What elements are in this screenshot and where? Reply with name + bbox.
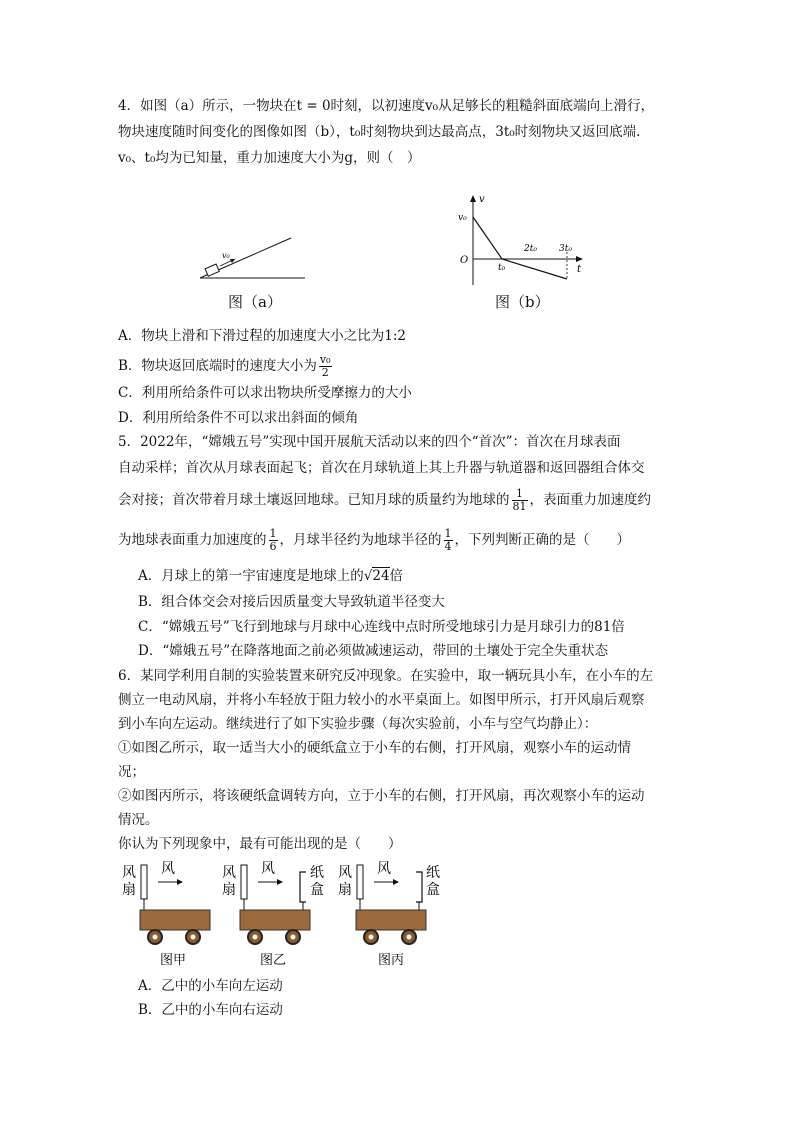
t-axis-label: t xyxy=(577,264,582,275)
q4-option-d: D．利用所给条件不可以求出斜面的倾角 xyxy=(118,410,359,426)
q4-option-b-text: B．物块返回底端时的速度大小为 xyxy=(118,358,317,374)
fan-yi xyxy=(241,865,247,899)
q6-option-b: B．乙中的小车向右运动 xyxy=(138,1002,283,1018)
wind-label-yi: 风 xyxy=(261,861,275,877)
fraction-1-81 xyxy=(512,488,528,513)
2t0-tick-label: 2t₀ xyxy=(524,244,537,254)
fraction-1-6 xyxy=(269,528,278,553)
q5-line-4 xyxy=(118,527,630,553)
sqrt-radicand: 24 xyxy=(372,568,390,584)
q5-line-3-text-a: 会对接；首次带着月球土壤返回地球。已知月球的质量约为地球的 xyxy=(118,492,510,508)
q4-line-1: 4．如图（a）所示，一物块在t = 0时刻，以初速度v₀从足够长的粗糙斜面底端向上滑行， xyxy=(118,98,655,114)
q5-line-3 xyxy=(118,487,651,513)
box-label-yi-1: 纸 xyxy=(310,865,324,881)
q4-line-3: v₀、t₀均为已知量，重力加速度大小为g，则（ ） xyxy=(118,150,421,166)
q5-option-a-suffix: 倍 xyxy=(389,568,404,584)
cart-bing xyxy=(338,861,440,968)
numerator: 1 xyxy=(444,527,452,540)
q6-cart-figures xyxy=(118,858,458,973)
q6-option-a: A．乙中的小车向左运动 xyxy=(138,978,283,994)
cart-body-jia xyxy=(140,910,210,930)
fan-label-bing-1: 风 xyxy=(338,865,352,881)
cart-yi xyxy=(222,861,324,968)
3t0-tick-label: 3t₀ xyxy=(559,244,572,254)
q5-line-1: 5．2022年，“嫦娥五号”实现中国开展航天活动以来的四个“首次”：首次在月球表面 xyxy=(118,434,621,450)
fan-label-jia-2: 扇 xyxy=(122,882,136,898)
numerator: 1 xyxy=(512,488,528,501)
q6-line-5: 况； xyxy=(118,764,145,780)
fan-jia xyxy=(141,865,147,899)
q6-line-3: 到小车向左运动。继续进行了如下实验步骤（每次实验前，小车与空气均静止）： xyxy=(118,716,598,732)
denominator: 4 xyxy=(444,540,452,553)
wind-label-jia: 风 xyxy=(161,861,175,877)
q5-option-c: C．“嫦娥五号”飞行到地球与月球中心连线中点时所受地球引力是月球引力的81倍 xyxy=(138,619,625,635)
box-label-bing-1: 纸 xyxy=(426,865,440,881)
q6-line-2: 侧立一电动风扇，并将小车轻放于阻力较小的水平桌面上。如图甲所示，打开风扇后观察 xyxy=(118,692,645,708)
denominator: 6 xyxy=(269,540,277,553)
q5-line-3-text-b: ，表面重力加速度约 xyxy=(529,492,651,508)
wind-label-bing: 风 xyxy=(377,861,391,877)
q4-option-c: C．利用所给条件可以求出物块所受摩擦力的大小 xyxy=(118,385,412,401)
denominator: 2 xyxy=(321,366,329,379)
figure-a-incline xyxy=(195,228,315,284)
q5-line-4-text-b: ，月球半径约为地球半径的 xyxy=(279,532,442,548)
q5-option-a xyxy=(138,566,403,586)
cap-jia: 图甲 xyxy=(160,953,187,968)
figure-a-caption: 图（a） xyxy=(228,293,282,311)
fan-label-yi-1: 风 xyxy=(222,865,236,881)
fig-a-v0-label: v₀ xyxy=(222,251,230,260)
fan-label-bing-2: 扇 xyxy=(338,882,352,898)
q6-line-6: ②如图丙所示，将该硬纸盒调转方向，立于小车的右侧，打开风扇，再次观察小车的运动 xyxy=(118,788,645,804)
cart-body-bing xyxy=(356,910,426,930)
v-axis-label: v xyxy=(479,194,485,205)
v0-tick-label: v₀ xyxy=(458,213,467,223)
numerator: 1 xyxy=(269,527,277,540)
denominator: 81 xyxy=(512,500,527,513)
cap-bing: 图丙 xyxy=(378,953,405,968)
q6-line-4: ①如图乙所示，取一适当大小的硬纸盒立于小车的右侧，打开风扇，观察小车的运动情 xyxy=(118,740,631,756)
q5-line-2: 自动采样；首次从月球表面起飞；首次在月球轨道上其上升器与轨道器和返回器组合体交 xyxy=(118,460,645,476)
origin-label: O xyxy=(460,255,469,266)
fan-label-jia-1: 风 xyxy=(122,865,136,881)
block xyxy=(205,264,219,276)
figure-b-vt-graph xyxy=(455,190,590,290)
q5-option-a-text: A．月球上的第一宇宙速度是地球上的 xyxy=(138,568,364,584)
paper-box-bing xyxy=(416,872,422,902)
t0-tick-label: t₀ xyxy=(498,263,506,273)
paper-box-yi xyxy=(300,872,306,902)
fan-label-yi-2: 扇 xyxy=(222,882,236,898)
cart-jia xyxy=(122,861,210,968)
q5-line-4-text-c: ，下列判断正确的是（ ） xyxy=(454,532,630,548)
q6-line-7: 情况。 xyxy=(118,812,159,828)
q6-line-1: 6．某同学利用自制的实验装置来研究反冲现象。在实验中，取一辆玩具小车，在小车的左 xyxy=(118,668,654,684)
q6-line-8: 你认为下列现象中，最有可能出现的是（ ） xyxy=(118,836,402,852)
fan-bing xyxy=(357,865,363,899)
down-slide-segment xyxy=(502,259,567,279)
fraction-1-4 xyxy=(444,528,453,553)
fraction xyxy=(319,354,332,379)
numerator: v₀ xyxy=(319,353,331,366)
up-slide-segment xyxy=(473,217,502,259)
q4-line-2: 物块速度随时间变化的图像如图（b），t₀时刻物块到达最高点，3t₀时刻物块又返回底端. xyxy=(118,124,641,140)
q4-option-a: A．物块上滑和下滑过程的加速度大小之比为1:2 xyxy=(118,328,406,344)
q5-option-d: D．“嫦娥五号”在降落地面之前必须做减速运动，带回的土壤处于完全失重状态 xyxy=(138,643,609,659)
figure-b-caption: 图（b） xyxy=(495,293,550,311)
box-label-bing-2: 盒 xyxy=(426,882,440,898)
q5-line-4-text-a: 为地球表面重力加速度的 xyxy=(118,532,267,548)
box-label-yi-2: 盒 xyxy=(310,882,324,898)
sqrt-sign: √ xyxy=(363,568,373,584)
cart-body-yi xyxy=(240,910,310,930)
q5-option-b: B．组合体交会对接后因质量变大导致轨道半径变大 xyxy=(138,594,445,610)
cap-yi: 图乙 xyxy=(260,953,287,968)
q4-option-b xyxy=(118,354,334,379)
